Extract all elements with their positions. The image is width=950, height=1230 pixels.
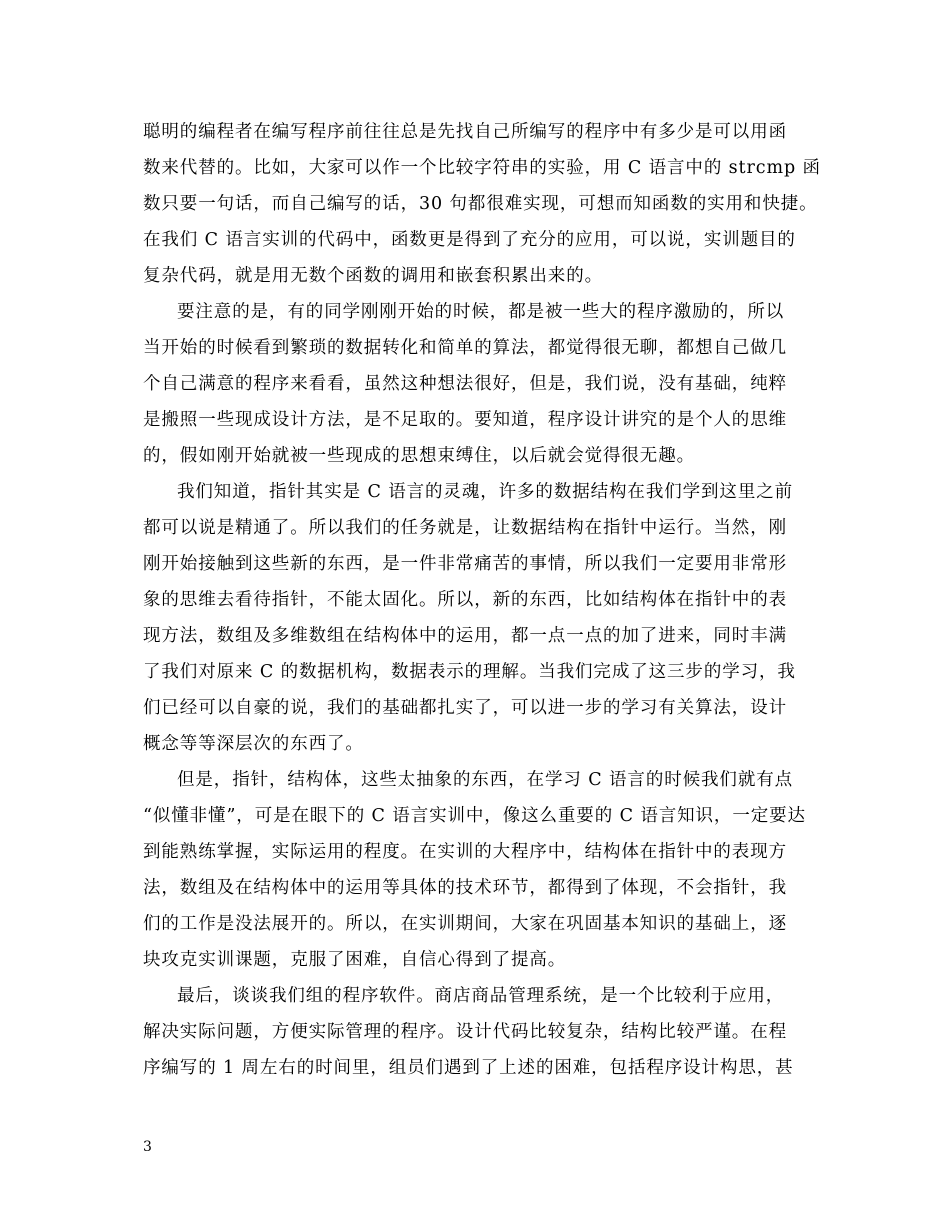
paragraph-1-line-4: 在我们 C 语言实训的代码中，函数更是得到了充分的应用，可以说，实训题目的 — [143, 230, 796, 250]
paragraph-2-line-5: 的，假如刚开始就被一些现成的思想束缚住，以后就会觉得很无趣。 — [143, 446, 695, 466]
paragraph-4-line-3: 到能熟练掌握，实际运用的程度。在实训的大程序中，结构体在指针中的表现方 — [143, 842, 787, 862]
paragraph-2-line-3: 个自己满意的程序来看看，虽然这种想法很好，但是，我们说，没有基础，纯粹 — [143, 374, 787, 394]
paragraph-5-line-2: 解决实际问题，方便实际管理的程序。设计代码比较复杂，结构比较严谨。在程 — [143, 1022, 787, 1042]
paragraph-2-line-1: 要注意的是，有的同学刚刚开始的时候，都是被一些大的程序激励的，所以 — [177, 302, 785, 322]
paragraph-4-line-4: 法，数组及在结构体中的运用等具体的技术环节，都得到了体现，不会指针，我 — [143, 878, 787, 898]
paragraph-5-line-1: 最后，谈谈我们组的程序软件。商店商品管理系统，是一个比较利于应用， — [177, 986, 785, 1006]
paragraph-5-line-3: 序编写的 1 周左右的时间里，组员们遇到了上述的困难，包括程序设计构思，甚 — [143, 1058, 794, 1078]
paragraph-3-line-8: 概念等等深层次的东西了。 — [143, 734, 364, 754]
page-number: 3 — [143, 1139, 152, 1155]
paragraph-4-line-1: 但是，指针，结构体，这些太抽象的东西，在学习 C 语言的时候我们就有点 — [177, 770, 794, 790]
paragraph-3-line-4: 象的思维去看待指针，不能太固化。所以，新的东西，比如结构体在指针中的表 — [143, 590, 787, 610]
paragraph-4-line-5: 们的工作是没法展开的。所以，在实训期间，大家在巩固基本知识的基础上，逐 — [143, 914, 787, 934]
paragraph-1-line-3: 数只要一句话，而自己编写的话，30 句都很难实现，可想而知函数的实用和快捷。 — [143, 194, 818, 214]
paragraph-1-line-1: 聪明的编程者在编写程序前往往总是先找自己所编写的程序中有多少是可以用函 — [143, 122, 787, 142]
paragraph-3-line-1: 我们知道，指针其实是 C 语言的灵魂，许多的数据结构在我们学到这里之前 — [177, 482, 794, 502]
paragraph-2-line-4: 是搬照一些现成设计方法，是不足取的。要知道，程序设计讲究的是个人的思维 — [143, 410, 787, 430]
paragraph-3-line-2: 都可以说是精通了。所以我们的任务就是，让数据结构在指针中运行。当然，刚 — [143, 518, 787, 538]
paragraph-4-line-6: 块攻克实训课题，克服了困难，自信心得到了提高。 — [143, 950, 567, 970]
paragraph-1-line-5: 复杂代码，就是用无数个函数的调用和嵌套积累出来的。 — [143, 266, 603, 286]
paragraph-1-line-2: 数来代替的。比如，大家可以作一个比较字符串的实验，用 C 语言中的 strcmp 函 — [143, 158, 821, 178]
paragraph-3-line-5: 现方法，数组及多维数组在结构体中的运用，都一点一点的加了进来，同时丰满 — [143, 626, 787, 646]
paragraph-3-line-3: 刚开始接触到这些新的东西，是一件非常痛苦的事情，所以我们一定要用非常形 — [143, 554, 787, 574]
paragraph-3-line-6: 了我们对原来 C 的数据机构，数据表示的理解。当我们完成了这三步的学习，我 — [143, 662, 796, 682]
paragraph-3-line-7: 们已经可以自豪的说，我们的基础都扎实了，可以进一步的学习有关算法，设计 — [143, 698, 787, 718]
body-text — [143, 114, 821, 1086]
paragraph-2-line-2: 当开始的时候看到繁琐的数据转化和简单的算法，都觉得很无聊，都想自己做几 — [143, 338, 787, 358]
paragraph-4-line-2: “似懂非懂”，可是在眼下的 C 语言实训中，像这么重要的 C 语言知识，一定要达 — [143, 806, 806, 826]
